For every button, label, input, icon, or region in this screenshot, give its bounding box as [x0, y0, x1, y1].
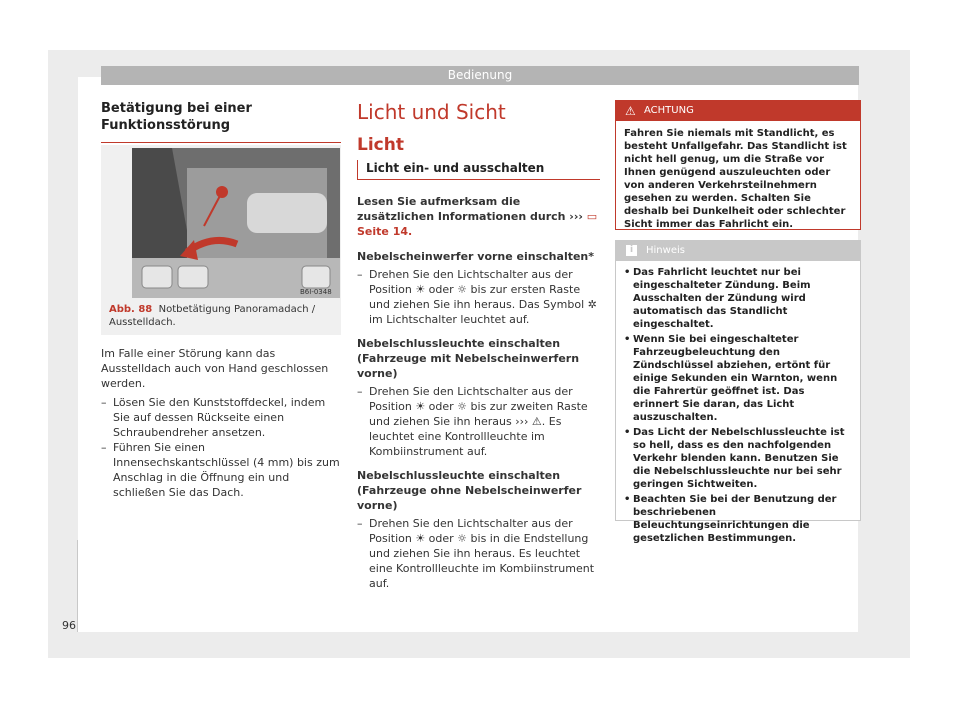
left-intro: Im Falle einer Störung kann das Ausstelldach auch von Hand geschlossen werden.	[101, 347, 329, 390]
intro-text: Lesen Sie aufmerksam die zusätzlichen Informationen durch ›››	[357, 195, 583, 223]
figure-code: B6I-0348	[300, 288, 332, 296]
block-3-heading: Nebelschlussleuchte einschalten (Fahrzeuge ohne Nebelscheinwerfer vorne)	[357, 469, 582, 512]
figure-label: Abb. 88	[109, 304, 153, 315]
warning-header	[616, 101, 860, 121]
book-icon: ▭	[586, 210, 598, 223]
note-item: • Das Fahrlicht leuchtet nur bei eingeschalteter Zündung. Beim Ausschalten der Zündung wird automatisch das Standlicht eingeschaltet.	[624, 266, 852, 331]
note-header	[616, 241, 860, 261]
sunroof-illustration	[132, 148, 340, 298]
note-item: • Das Licht der Nebelschlussleuchte ist so hell, dass es den nachfolgenden Verkehr blenden kann. Benutzen Sie die Nebelschlussleuchte nur bei sehr geringen Sichtweiten.	[624, 426, 852, 491]
warning-box	[615, 100, 861, 230]
subsection-title: Licht ein- und ausschalten	[366, 161, 545, 175]
page-reference-link[interactable]: Seite 14.	[357, 225, 413, 238]
note-list	[616, 261, 860, 552]
info-icon: i	[626, 245, 637, 256]
figure-caption-text: Notbetätigung Panoramadach / Ausstelldach.	[109, 304, 316, 328]
section-heading-functional-failure: Betätigung bei einer Funktionsstörung	[101, 100, 341, 143]
note-item: • Wenn Sie bei eingeschalteter Fahrzeugbeleuchtung den Zündschlüssel abziehen, ertönt für einige Sekunden ein Warnton, wenn die Fahrertür geöffnet ist. Das erinnert Sie daran, das Licht auszuschalten.	[624, 333, 852, 424]
left-step-2: – Führen Sie einen Innensechskantschlüssel (4 mm) bis zum Anschlag in die Öffnung ein und schließen Sie das Dach.	[101, 440, 341, 500]
warning-triangle-icon: ⚠	[625, 104, 636, 118]
chapter-header: Bedienung	[101, 66, 859, 85]
block-3-text: – Drehen Sie den Lichtschalter aus der Position ☀ oder ☼ bis in die Endstellung und ziehen Sie ihn heraus. Es leuchtet eine Kontrollleuchte im Kombiinstrument auf.	[357, 516, 600, 591]
block-1-text: – Drehen Sie den Lichtschalter aus der Position ☀ oder ☼ bis zur ersten Raste und ziehen Sie ihn heraus. Das Symbol ✲ im Lichtschalter leuchtet auf.	[357, 267, 600, 327]
block-2-heading: Nebelschlussleuchte einschalten (Fahrzeuge mit Nebelscheinwerfern vorne)	[357, 337, 580, 380]
page-number: 96	[62, 619, 76, 632]
section-title: Licht	[357, 135, 404, 155]
warning-title: ACHTUNG	[644, 105, 694, 116]
note-item: • Beachten Sie bei der Benutzung der beschriebenen Beleuchtungseinrichtungen die gesetzlichen Bestimmungen.	[624, 493, 852, 545]
left-body	[101, 346, 341, 500]
block-2-text: – Drehen Sie den Lichtschalter aus der Position ☀ oder ☼ bis zur zweiten Raste und ziehen Sie ihn heraus ››› ⚠. Es leuchtet eine Kontrollleuchte im Kombiinstrument auf.	[357, 384, 600, 459]
block-1-heading: Nebelscheinwerfer vorne einschalten*	[357, 250, 595, 263]
note-box	[615, 240, 861, 544]
figure-88	[101, 145, 341, 335]
sunroof-photo	[132, 148, 340, 298]
middle-column	[357, 100, 600, 591]
figure-caption	[109, 303, 335, 329]
note-title: Hinweis	[646, 245, 685, 256]
warning-text: Fahren Sie niemals mit Standlicht, es besteht Unfallgefahr. Das Standlicht ist nicht hell genug, um die Straße vor Ihnen genügend auszuleuchten oder von anderen Verkehrsteilnehmern gesehen zu werden. Schalten Sie deshalb bei Dunkelheit oder schlechter Sicht immer das Fahrlicht ein.	[624, 128, 847, 230]
page-number-divider	[77, 540, 78, 632]
chapter-title: Licht und Sicht	[357, 100, 506, 124]
left-step-1: – Lösen Sie den Kunststoffdeckel, indem Sie auf dessen Rückseite einen Schraubendreher ansetzen.	[101, 395, 341, 440]
subsection-frame	[357, 160, 600, 180]
intro-paragraph	[357, 194, 600, 239]
left-column	[101, 100, 341, 143]
